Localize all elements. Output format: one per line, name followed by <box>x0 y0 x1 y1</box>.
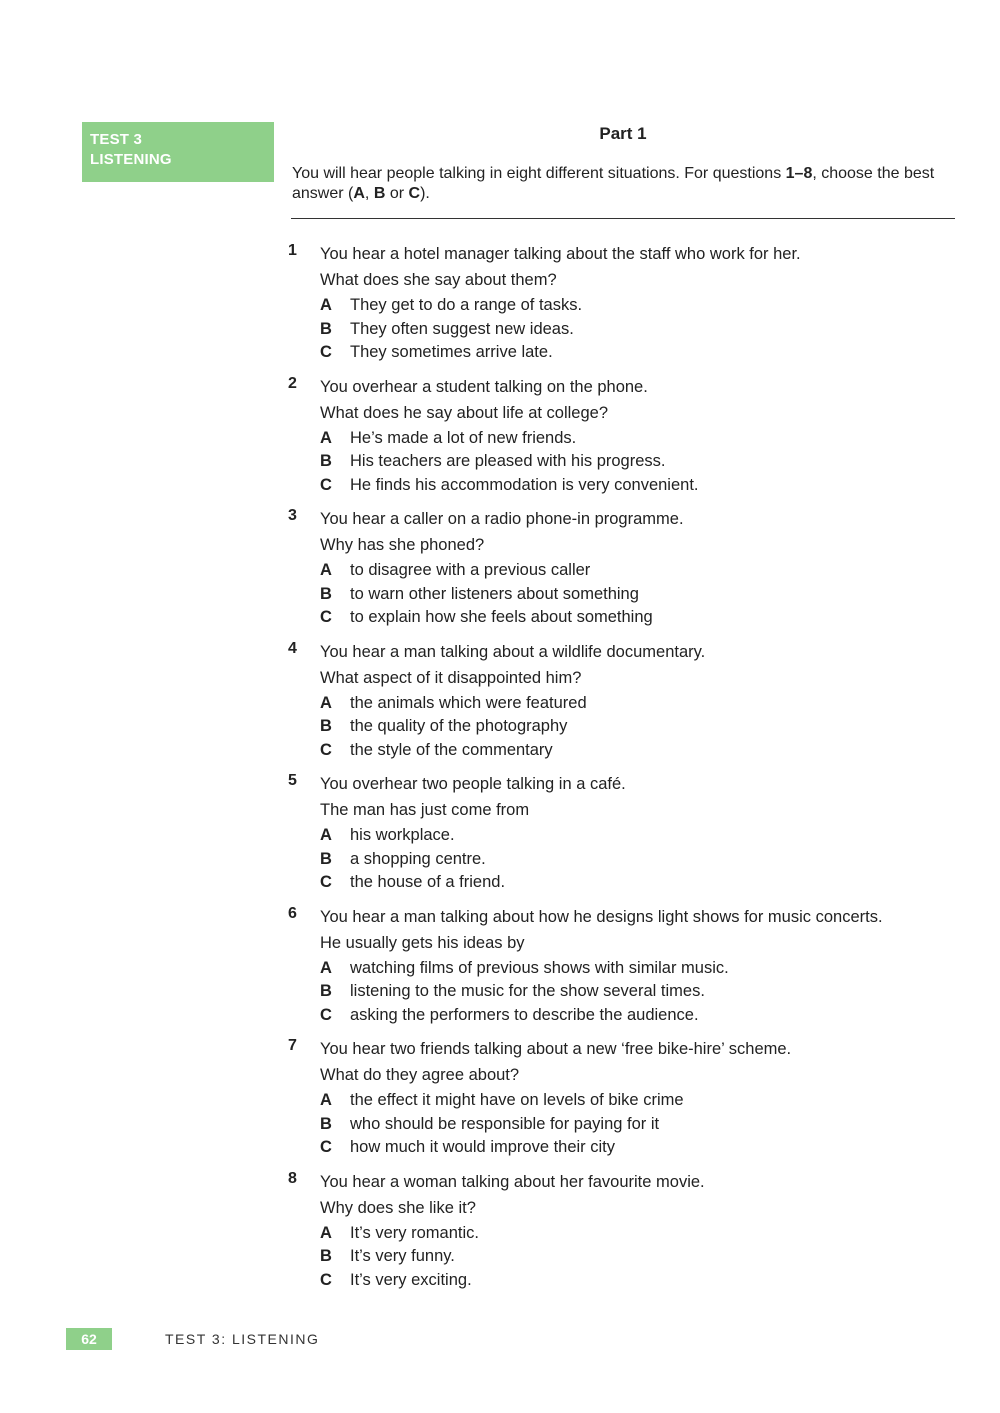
question-number: 6 <box>288 904 297 922</box>
option-c[interactable] <box>320 1136 938 1160</box>
option-letter: C <box>320 740 332 759</box>
option-letter: C <box>320 343 332 361</box>
option-letter: A <box>320 958 332 977</box>
option-a[interactable] <box>320 957 938 981</box>
option-letter: B <box>320 452 332 470</box>
question-prompt: What does she say about them? <box>320 271 557 289</box>
question-8 <box>278 1170 938 1293</box>
option-text: It’s very exciting. <box>350 1270 472 1289</box>
option-b-label: B <box>373 185 386 202</box>
option-letter: A <box>320 826 332 844</box>
option-letter: C <box>320 475 332 494</box>
question-number: 5 <box>288 772 297 789</box>
question-context: You hear a caller on a radio phone-in programme. <box>320 510 684 528</box>
option-b[interactable] <box>320 715 938 739</box>
question-prompt: Why has she phoned? <box>320 536 485 554</box>
option-letter: C <box>320 1270 332 1289</box>
section-tab-line2: LISTENING <box>90 151 172 168</box>
question-number: 8 <box>288 1169 297 1187</box>
option-text: They sometimes arrive late. <box>350 343 553 361</box>
question-context: You hear a man talking about how he designs light shows for music concerts. <box>320 907 883 926</box>
option-text: to disagree with a previous caller <box>350 561 591 579</box>
option-b[interactable] <box>320 1245 938 1269</box>
divider-rule <box>291 218 955 219</box>
option-letter: B <box>320 982 332 1000</box>
option-letter: A <box>320 561 332 579</box>
instructions <box>292 164 952 204</box>
question-number: 1 <box>288 242 297 259</box>
question-number: 4 <box>288 639 297 657</box>
option-c[interactable] <box>320 739 938 763</box>
option-letter: B <box>320 1114 332 1133</box>
option-text: They often suggest new ideas. <box>350 319 574 338</box>
question-context: You hear a man talking about a wildlife documentary. <box>320 642 706 661</box>
option-a[interactable] <box>320 1089 938 1113</box>
option-text: watching films of previous shows with similar music. <box>350 958 729 977</box>
option-letter: C <box>320 1005 332 1024</box>
option-a[interactable] <box>320 692 938 716</box>
option-letter: A <box>320 296 332 314</box>
option-text: the effect it might have on levels of bike crime <box>350 1091 684 1109</box>
instructions-text-5: ). <box>420 185 430 202</box>
option-letter: B <box>320 849 332 868</box>
option-c-label: C <box>408 185 421 202</box>
part-title: Part 1 <box>599 124 647 143</box>
question-4 <box>278 640 938 763</box>
section-tab <box>82 122 274 182</box>
option-text: a shopping centre. <box>350 849 486 868</box>
option-letter: C <box>320 608 332 626</box>
option-c[interactable] <box>320 474 938 498</box>
option-b[interactable] <box>320 980 938 1004</box>
option-text: listening to the music for the show several times. <box>350 982 705 1000</box>
option-text: the house of a friend. <box>350 873 506 891</box>
option-text: the animals which were featured <box>350 693 587 712</box>
option-letter: A <box>320 693 332 712</box>
option-text: the quality of the photography <box>350 717 568 735</box>
option-text: It’s very funny. <box>350 1247 455 1265</box>
question-number: 7 <box>288 1037 297 1054</box>
option-letter: C <box>320 873 332 891</box>
page-number: 62 <box>66 1328 112 1350</box>
question-context: You hear a hotel manager talking about the staff who work for her. <box>320 245 801 263</box>
option-text: His teachers are pleased with his progress. <box>350 452 666 470</box>
option-text: how much it would improve their city <box>350 1138 616 1156</box>
instructions-text-1: You will hear people talking in eight different situations. For questions <box>292 165 786 182</box>
option-text: It’s very romantic. <box>350 1223 479 1242</box>
option-b[interactable] <box>320 1113 938 1137</box>
option-text: who should be responsible for paying for it <box>350 1114 660 1133</box>
question-7 <box>278 1037 938 1160</box>
question-context: You overhear two people talking in a café. <box>320 775 626 793</box>
option-letter: A <box>320 428 332 447</box>
option-letter: B <box>320 717 332 735</box>
question-context: You hear a woman talking about her favourite movie. <box>320 1172 705 1191</box>
option-b[interactable] <box>320 848 938 872</box>
question-1 <box>278 242 938 365</box>
option-text: the style of the commentary <box>350 740 553 759</box>
question-prompt: The man has just come from <box>320 801 530 819</box>
instructions-text-3: , <box>364 185 374 202</box>
option-letter: B <box>320 584 332 603</box>
option-c[interactable] <box>320 1269 938 1293</box>
question-2 <box>278 375 938 498</box>
option-c[interactable] <box>320 1004 938 1028</box>
option-b[interactable] <box>320 583 938 607</box>
option-a[interactable] <box>320 294 938 318</box>
option-letter: B <box>320 319 332 338</box>
question-prompt: He usually gets his ideas by <box>320 933 525 952</box>
question-prompt: What aspect of it disappointed him? <box>320 668 582 687</box>
option-text: They get to do a range of tasks. <box>350 296 583 314</box>
option-b[interactable] <box>320 450 938 474</box>
option-text: to warn other listeners about something <box>350 584 639 603</box>
option-b[interactable] <box>320 318 938 342</box>
question-5 <box>278 772 938 895</box>
question-prompt: What does he say about life at college? <box>320 403 609 422</box>
question-context: You overhear a student talking on the phone. <box>320 377 648 396</box>
option-c[interactable] <box>320 606 938 630</box>
question-6 <box>278 905 938 1028</box>
option-c[interactable] <box>320 871 938 895</box>
question-number: 3 <box>288 507 297 524</box>
option-text: He finds his accommodation is very convenient. <box>350 475 699 494</box>
option-letter: C <box>320 1138 332 1156</box>
question-prompt: What do they agree about? <box>320 1066 520 1084</box>
instructions-text-2: , choose the best answer ( <box>292 165 935 202</box>
option-text: He’s made a lot of new friends. <box>350 428 577 447</box>
question-context: You hear two friends talking about a new ‘free bike-hire’ scheme. <box>320 1040 792 1058</box>
instructions-text-4: or <box>385 185 409 202</box>
option-text: asking the performers to describe the audience. <box>350 1005 699 1024</box>
question-number: 2 <box>288 374 297 392</box>
running-title: TEST 3: LISTENING <box>165 1331 320 1347</box>
option-a-label: A <box>353 185 365 202</box>
section-tab-line1: TEST 3 <box>90 131 143 148</box>
option-a[interactable] <box>320 427 938 451</box>
option-c[interactable] <box>320 341 938 365</box>
option-a[interactable] <box>320 559 938 583</box>
option-a[interactable] <box>320 824 938 848</box>
question-3 <box>278 507 938 630</box>
option-letter: A <box>320 1091 332 1109</box>
option-a[interactable] <box>320 1222 938 1246</box>
question-range: 1–8 <box>785 165 813 182</box>
option-text: his workplace. <box>350 826 455 844</box>
option-letter: B <box>320 1247 332 1265</box>
question-list <box>278 242 938 1302</box>
option-letter: A <box>320 1223 332 1242</box>
option-text: to explain how she feels about something <box>350 608 653 626</box>
question-prompt: Why does she like it? <box>320 1198 476 1217</box>
